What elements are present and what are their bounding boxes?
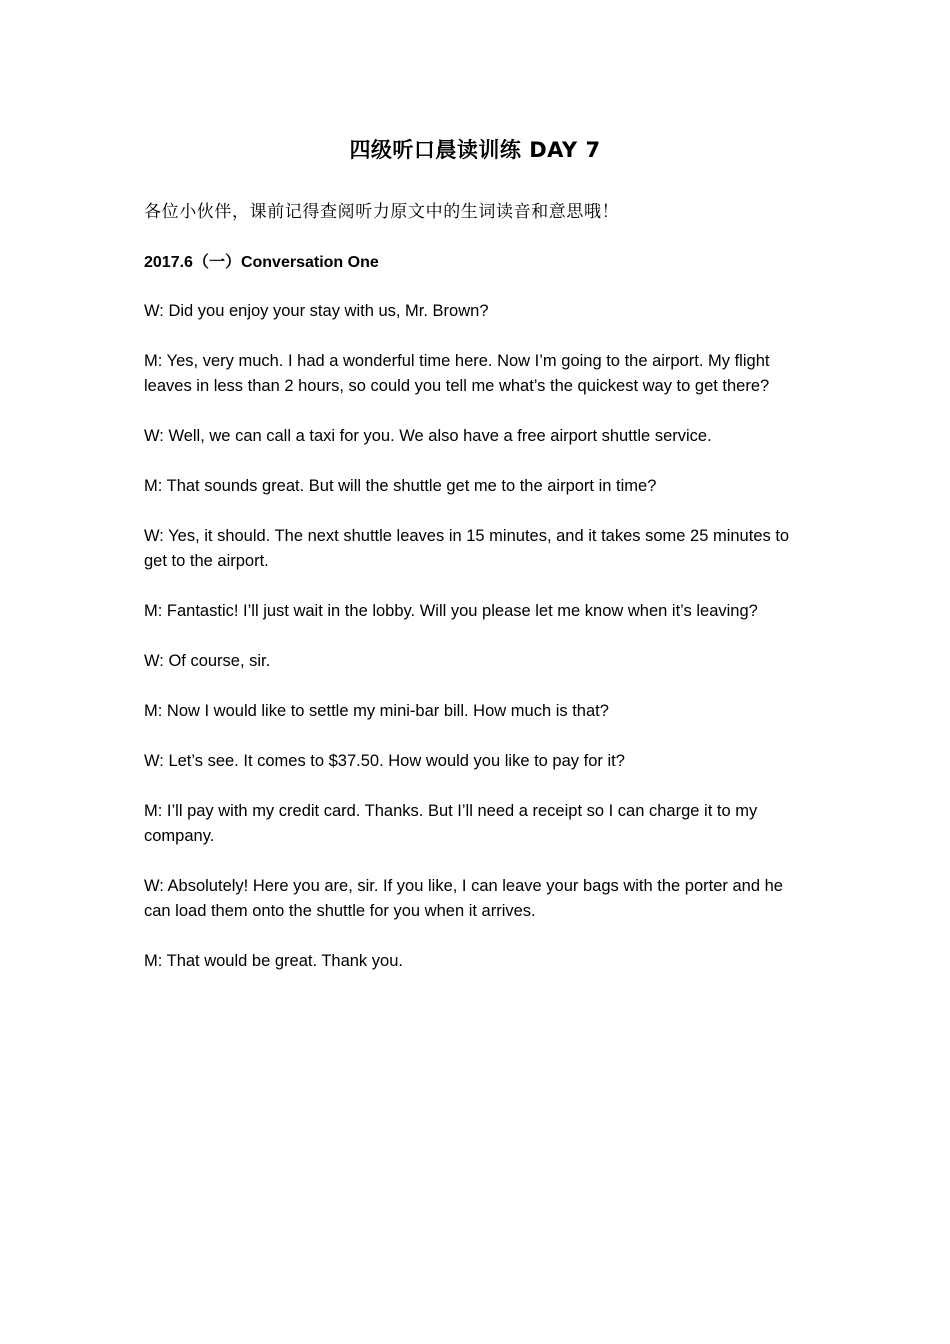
dialogue-line: W: Let’s see. It comes to $37.50. How would you like to pay for it? (144, 752, 625, 770)
dialogue-line: M: Fantastic! I’ll just wait in the lobby. Will you please let me know when it’s leaving? (144, 602, 758, 620)
section-heading: 2017.6（一）Conversation One (144, 254, 379, 271)
dialogue-line: M: I’ll pay with my credit card. Thanks. But I’ll need a receipt so I can charge it to my company. (144, 802, 758, 845)
dialogue-line: M: That sounds great. But will the shuttle get me to the airport in time? (144, 477, 657, 495)
dialogue-line: M: Now I would like to settle my mini-bar bill. How much is that? (144, 702, 609, 720)
intro-note: 各位小伙伴，课前记得查阅听力原文中的生词读音和意思哦！ (144, 202, 620, 222)
dialogue-line: M: That would be great. Thank you. (144, 952, 403, 970)
dialogue-line: M: Yes, very much. I had a wonderful time here. Now I’m going to the airport. My flight leaves in less than 2 hours, so could you tell me what’s the quickest way to get there? (144, 352, 770, 395)
dialogue-transcript (144, 299, 812, 999)
dialogue-line: W: Absolutely! Here you are, sir. If you like, I can leave your bags with the porter and he can load them onto the shuttle for you when it arrives. (144, 877, 783, 920)
dialogue-line: W: Yes, it should. The next shuttle leaves in 15 minutes, and it takes some 25 minutes to get to the airport. (144, 527, 790, 570)
dialogue-line: W: Of course, sir. (144, 652, 271, 670)
dialogue-line: W: Did you enjoy your stay with us, Mr. Brown? (144, 302, 489, 320)
dialogue-line: W: Well, we can call a taxi for you. We also have a free airport shuttle service. (144, 427, 712, 445)
page-title: 四级听口晨读训练 DAY 7 (349, 138, 601, 162)
